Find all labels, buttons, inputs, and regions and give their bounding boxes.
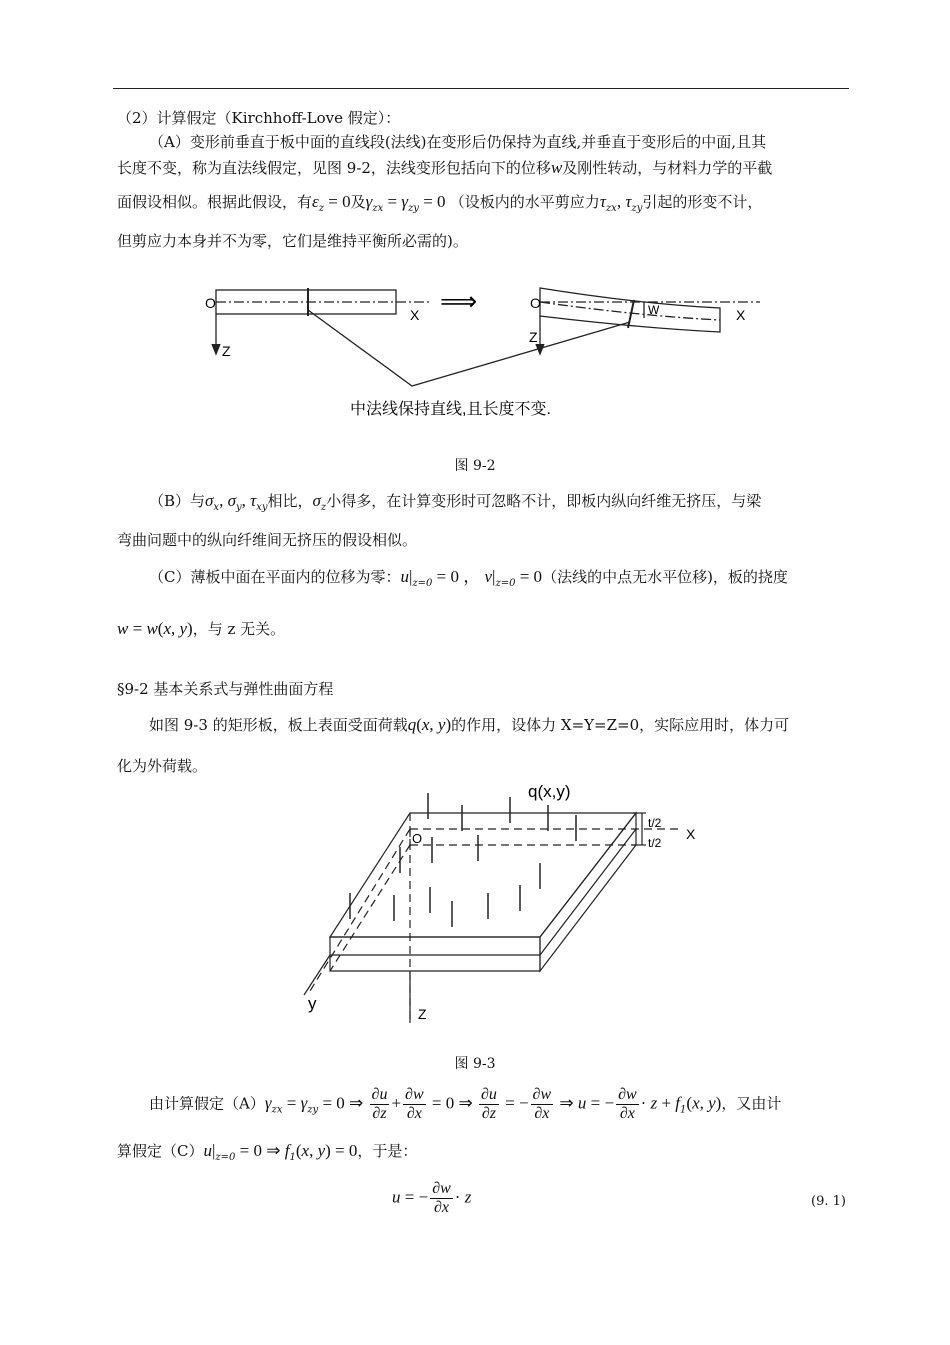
label-x-undeformed: X [410, 307, 420, 323]
arrow-z-undeformed [212, 344, 220, 354]
label-o-deformed: O [530, 295, 541, 311]
middle-plane-side [540, 829, 636, 955]
derivation-line1: 由计算假定$(A)\gamma_{zx} = \gamma_{zy} = 0$ ⇒ $\frac{\partial u}{\partial z}$ + $\frac{\partial w}{\partial x}$ = 0 ⇒ $\frac{\partial u}{\partial z}$ = − $\frac{\partial w}{\partial x}$ ⇒ u = − $\frac{\partial w}{\partial x}$ · $z + f_1(x$, y)，又由计 [149, 1086, 782, 1122]
axis-y-end [304, 955, 330, 995]
figure-9-3 [0, 775, 950, 1030]
paragraph-plate-line2: 化为外荷载。 [117, 757, 208, 775]
paragraph-a-line1: （A）变形前垂直于板中面的直线段(法线)在变形后仍保持为直线,并垂直于变形后的中面,且其 [149, 133, 767, 151]
label-o-undeformed: O [205, 295, 216, 311]
figure-note: 中法线保持直线,且长度不变. [350, 401, 551, 418]
hidden-edge-diagonal [330, 845, 410, 971]
figure-9-2 [0, 270, 950, 430]
transformation-arrow: ⟹ [440, 286, 478, 316]
equation-number: (9. 1) [811, 1194, 846, 1209]
label-x-axis: X [686, 826, 696, 842]
paragraph-b-line2: 弯曲问题中的纵向纤维间无挤压的假设相似。 [117, 531, 418, 549]
section-heading-assumptions: （2）计算假定（Kirchhoff-Love 假定）： [117, 109, 401, 127]
section-title: §9-2 基本关系式与弹性曲面方程 [117, 680, 334, 698]
paragraph-b-line1: （B）与$\sigma_x$, $\sigma_y$, $\tau_{xy}$相比，$\sigma_z$小得多，在计算变形时可忽略不计，即板内纵向纤维无挤压，与梁 [149, 491, 762, 513]
label-q: q(x,y) [528, 782, 571, 801]
equation-9-1: u = − $\frac{\partial w}{\partial x}$ · z [392, 1180, 472, 1216]
label-y-axis: y [308, 994, 317, 1013]
plate-front-face [330, 937, 540, 971]
paragraph-c-line1: （C）薄板中面在平面内的位移为零：$u|_{z=0} = 0$ ， $v|_{z=0} = 0$（法线的中点无水平位移)，板的挠度 [149, 567, 788, 589]
figure-9-3-caption: 图 9-3 [454, 1056, 496, 1072]
label-t-lower: t/2 [648, 836, 662, 850]
beam-deformed [540, 288, 720, 332]
normal-line-deformed [628, 300, 634, 328]
axis-y-dashed [310, 829, 410, 991]
label-t-upper: t/2 [648, 816, 662, 830]
label-z-undeformed: Z [222, 343, 231, 359]
label-z-axis: Z [418, 1006, 427, 1022]
paragraph-a-line2: 长度不变，称为直法线假定，见图 9-2，法线变形包括向下的位移w及刚性转动，与材料力学的平截 [117, 158, 773, 177]
paragraph-c-line2: w = w(x, y)，与 z 无关。 [117, 619, 286, 638]
label-z-deformed: Z [529, 329, 538, 345]
label-x-deformed: X [736, 307, 746, 323]
paragraph-plate-line1: 如图 9-3 的矩形板，板上表面受面荷载q(x, y)的作用，设体力 X=Y=Z=0，实际应用时，体力可 [149, 715, 790, 734]
paragraph-a-line4: 但剪应力本身并不为零，它们是维持平衡所必需的)。 [117, 232, 468, 250]
label-origin: O [412, 831, 423, 846]
figure-9-2-caption: 图 9-2 [454, 458, 496, 474]
derivation-line2: 算假定$(C)u|_{z=0} = 0$ ⇒ $f_1(x$, y) = 0，于是： [117, 1141, 418, 1163]
paragraph-a-line3: 面假设相似。根据此假设，有$\varepsilon_z = 0$及$\gamma_{zx} = \gamma_{zy} = 0$ （设板内的水平剪应力$\tau_{zx}$, $\tau_{zy}$引起的形变不计， [117, 192, 763, 214]
header-rule [113, 88, 849, 89]
plate-top-face [330, 813, 636, 937]
label-w: W [648, 303, 660, 317]
